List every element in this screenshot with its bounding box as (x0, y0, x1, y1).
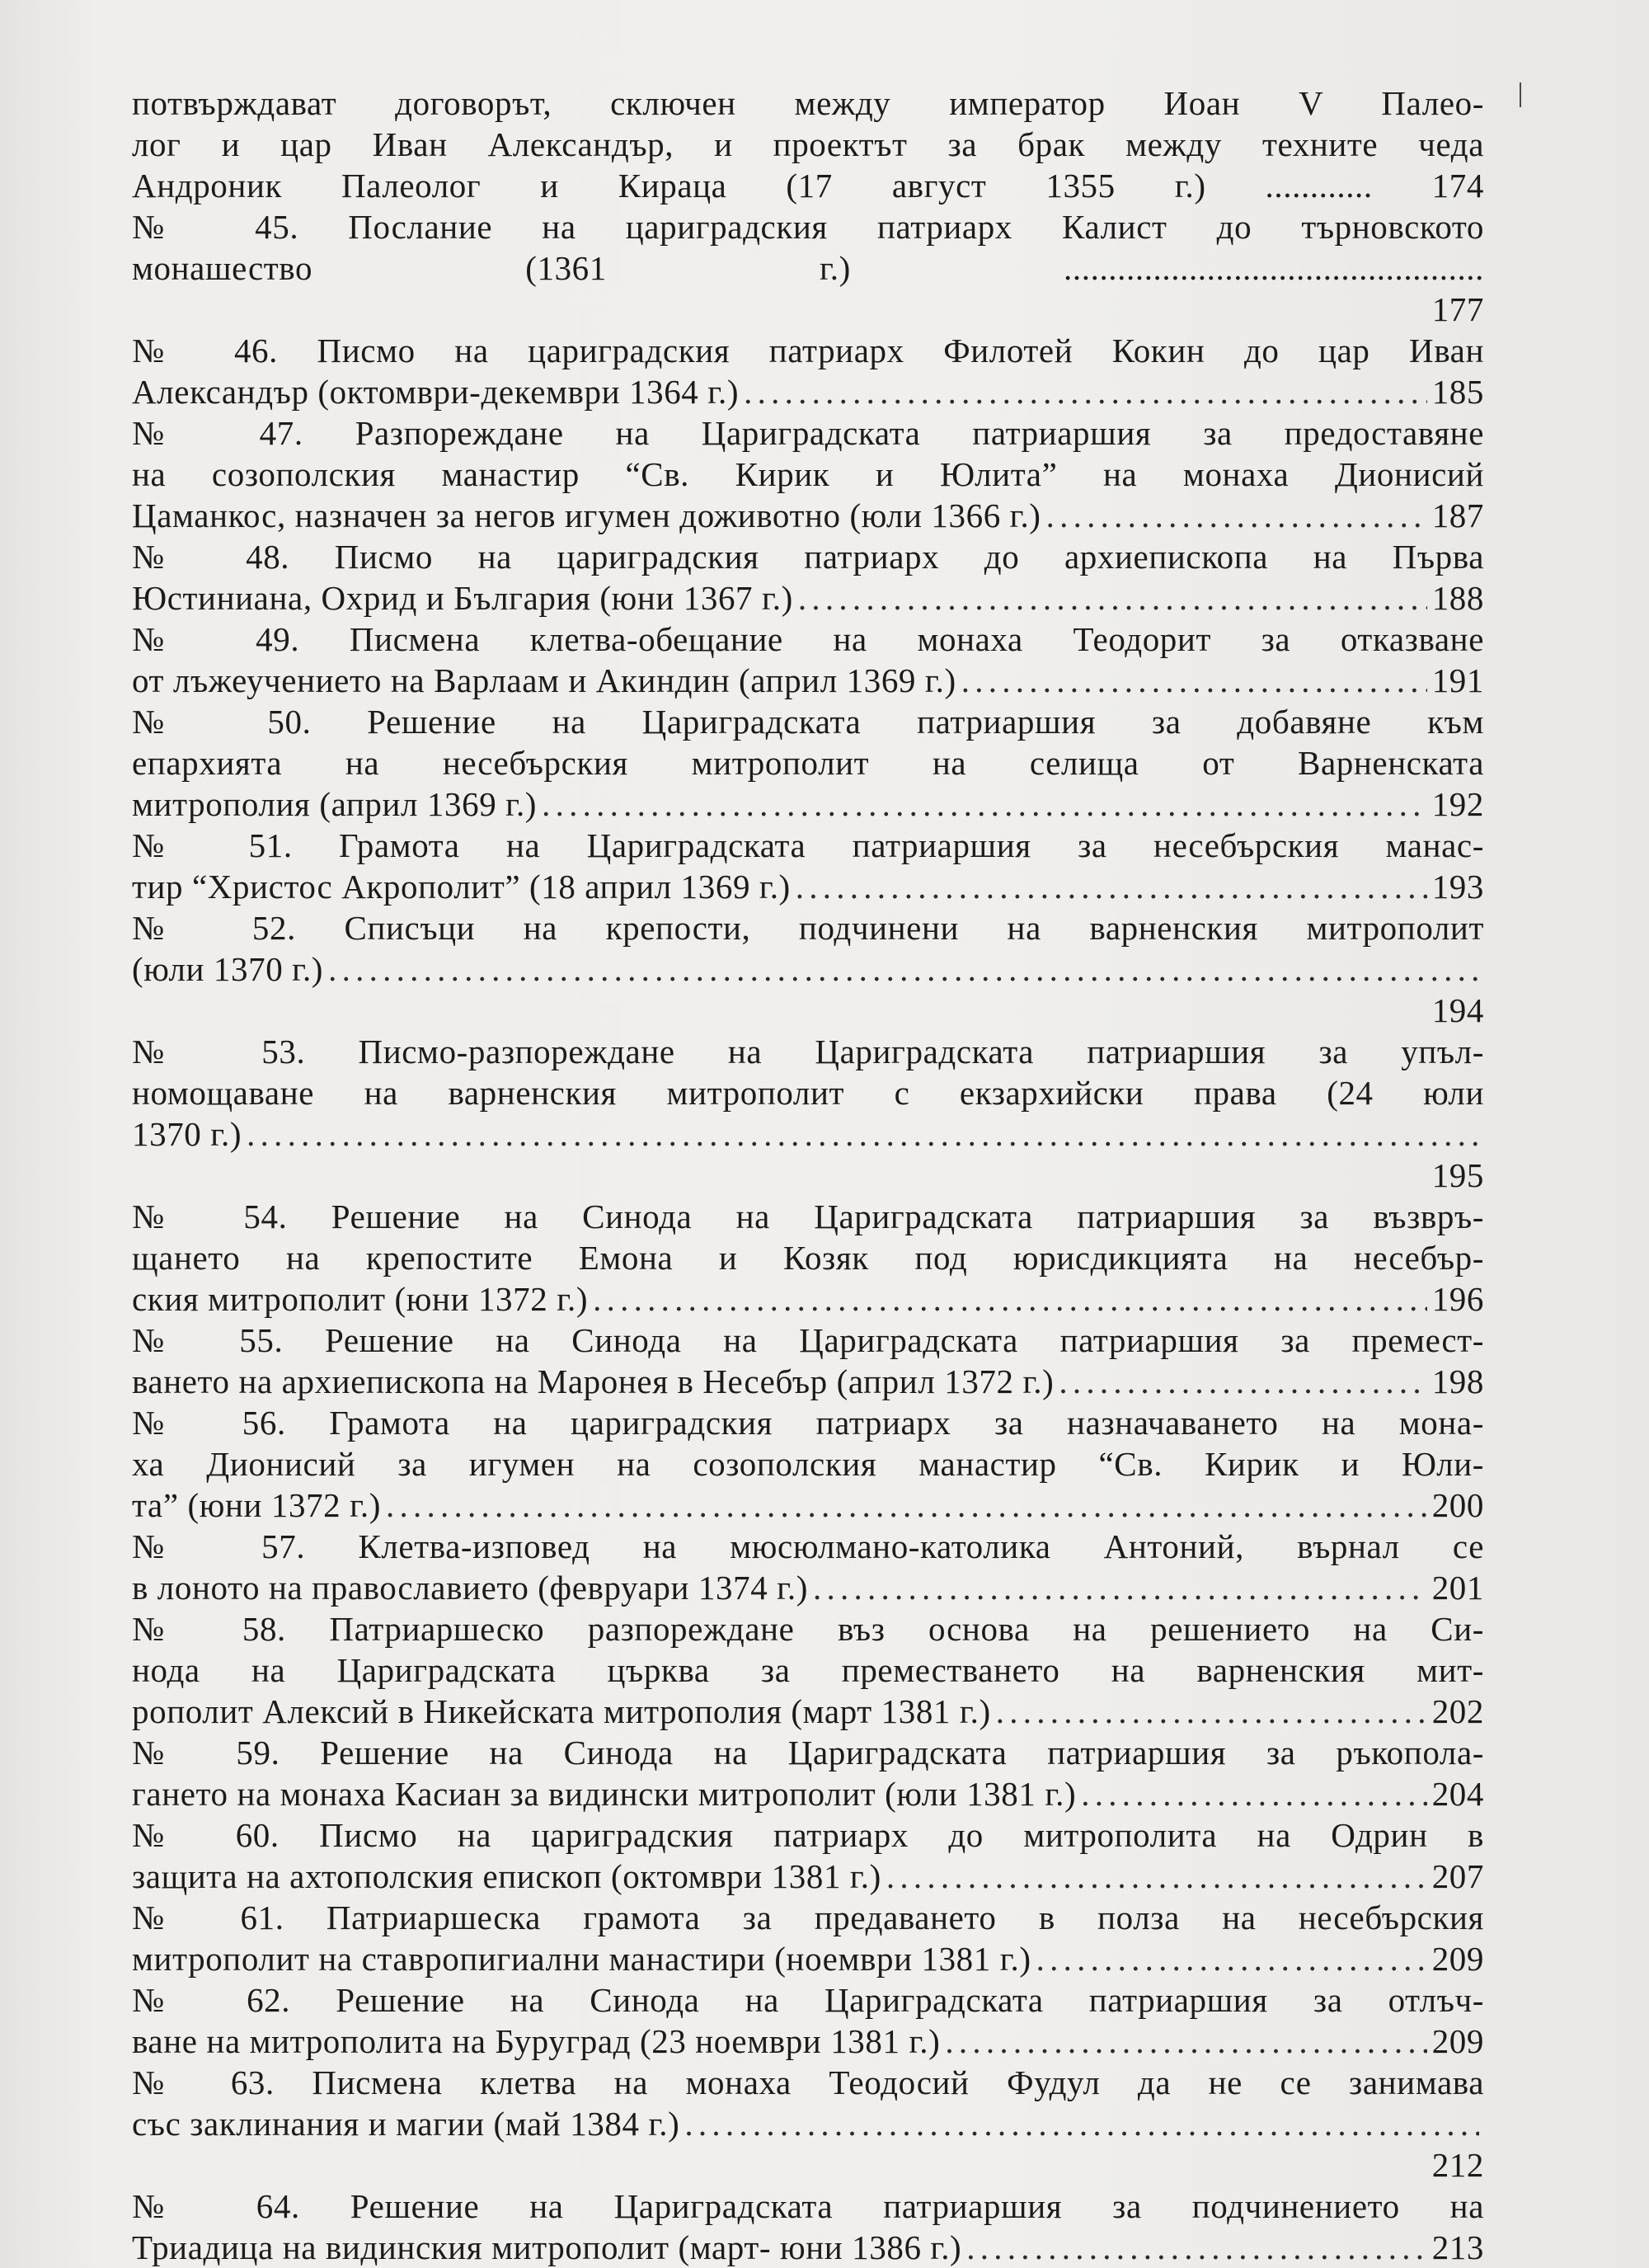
toc-line-text: № 49. Писмена клетва-обещание на монаха Теодорит за отказване (132, 620, 1484, 658)
toc-line-text: № 56. Грамота на цариградския патриарх за назначаването на мона- (132, 1404, 1484, 1442)
toc-line (132, 1320, 1484, 1361)
dot-leader (744, 371, 1427, 412)
dot-leader (996, 1691, 1427, 1732)
toc-line (132, 577, 1484, 619)
toc-line-text: гането на монаха Касиан за видински митрополит (юли 1381 г.) (132, 1775, 1077, 1813)
toc-line (132, 495, 1484, 536)
toc-line (132, 1237, 1484, 1278)
toc-line (132, 2021, 1484, 2062)
toc-line (132, 1691, 1484, 1732)
toc-line-text: № 46. Писмо на цариградския патриарх Филотей Кокин до цар Иван (132, 332, 1484, 369)
dot-leader (945, 2021, 1426, 2062)
toc-line (132, 1031, 1484, 1072)
toc-line-text: № 47. Разпореждане на Цариградската патриаршия за предоставяне (132, 414, 1484, 452)
toc-line-text: № 63. Писмена клетва на монаха Теодосий Фудул да не се занимава (132, 2063, 1484, 2101)
page-number: 213 (1431, 2228, 1484, 2266)
toc-line-text: от лъжеучението на Варлаам и Акиндин (април 1369 г.) (132, 661, 956, 699)
toc-line-text: № 55. Решение на Синода на Цариградската патриаршия за премест- (132, 1321, 1484, 1359)
toc-line (132, 454, 1484, 495)
page-number: 185 (1431, 373, 1484, 411)
toc-line-text: ха Дионисий за игумен на созополския манастир “Св. Кирик и Юли- (132, 1445, 1484, 1483)
dot-leader (1036, 1938, 1427, 1979)
toc-line (132, 1278, 1484, 1320)
toc-line-text: № 52. Списъци на крепости, подчинени на варненския митрополит (132, 909, 1484, 947)
dot-leader (886, 1856, 1427, 1897)
toc-line (132, 371, 1484, 412)
page-number: 192 (1431, 785, 1484, 823)
toc-line (132, 1649, 1484, 1691)
toc-line (132, 1443, 1484, 1485)
page-number: 195 (1431, 1156, 1484, 1194)
toc-line (132, 412, 1484, 454)
dot-leader (684, 2103, 1479, 2144)
toc-line-text: № 45. Послание на цариградския патриарх Калист до търновското (132, 208, 1484, 246)
toc-line-text: № 53. Писмо-разпореждане на Цариградската патриаршия за упъл- (132, 1033, 1484, 1070)
dot-leader (813, 1567, 1427, 1608)
page-number: 204 (1431, 1775, 1484, 1813)
page-number: 209 (1431, 1940, 1484, 1978)
toc-line (132, 82, 1484, 124)
toc-line (132, 289, 1484, 330)
toc-line (132, 247, 1484, 289)
toc-line (132, 1897, 1484, 1938)
dot-leader (1081, 1773, 1426, 1814)
toc-line-text: та” (юни 1372 г.) (132, 1486, 382, 1524)
dot-leader (542, 783, 1427, 825)
toc-line (132, 1113, 1484, 1155)
toc-line (132, 1361, 1484, 1402)
toc-line-text: тир “Христос Акрополит” (18 април 1369 г.) (132, 868, 791, 906)
toc-line-text: № 54. Решение на Синода на Цариградската патриаршия за възвръ- (132, 1198, 1484, 1235)
toc-line-text: ския митрополит (юни 1372 г.) (132, 1280, 589, 1318)
toc-line-text: № 57. Клетва-изповед на мюсюлмано-католика Антоний, върнал се (132, 1527, 1484, 1565)
page-number: 188 (1431, 579, 1484, 617)
toc-line-text: със заклинания и магии (май 1384 г.) (132, 2105, 680, 2143)
toc-line-text: Цаманкос, назначен за негов игумен доживотно (юли 1366 г.) (132, 496, 1041, 534)
dot-leader (247, 1113, 1479, 1155)
page-number: 191 (1431, 661, 1484, 699)
toc-line-text: потвърждават договорът, сключен между император Иоан V Палео- (132, 84, 1484, 122)
toc-line (132, 206, 1484, 247)
toc-line-text: № 60. Писмо на цариградския патриарх до митрополита на Одрин в (132, 1816, 1484, 1854)
toc-line (132, 1773, 1484, 1814)
toc-line (132, 990, 1484, 1031)
table-of-contents (132, 82, 1484, 2268)
toc-line (132, 783, 1484, 825)
dot-leader (1059, 1361, 1426, 1402)
toc-line (132, 1196, 1484, 1237)
page-number: 198 (1431, 1362, 1484, 1400)
toc-line (132, 1814, 1484, 1856)
toc-line-text: Юстиниана, Охрид и България (юни 1367 г.) (132, 579, 793, 617)
dot-leader (796, 866, 1427, 907)
dot-leader (961, 660, 1427, 701)
toc-line (132, 1938, 1484, 1979)
toc-line (132, 165, 1484, 206)
toc-line (132, 2144, 1484, 2186)
toc-line-text: 1370 г.) (132, 1115, 242, 1153)
toc-line-text: защита на ахтополския епископ (октомври 1381 г.) (132, 1857, 881, 1895)
toc-line (132, 1567, 1484, 1608)
toc-line-text: № 59. Решение на Синода на Цариградската патриаршия за ръкопола- (132, 1734, 1484, 1772)
page-number: 207 (1431, 1857, 1484, 1895)
toc-line (132, 1526, 1484, 1567)
toc-line (132, 124, 1484, 165)
toc-line (132, 948, 1484, 990)
toc-line-text: ването на архиепископа на Маронея в Несебър (април 1372 г.) (132, 1362, 1055, 1400)
toc-line (132, 2062, 1484, 2103)
toc-line-text: (юли 1370 г.) (132, 950, 324, 988)
toc-line-text: ване на митрополита на Буруград (23 ноември 1381 г.) (132, 2022, 941, 2060)
page-number: 200 (1431, 1486, 1484, 1524)
page-number: 187 (1431, 496, 1484, 534)
dot-leader (328, 948, 1479, 990)
toc-line-text: № 48. Писмо на цариградския патриарх до архиепископа на Първа (132, 538, 1484, 576)
toc-line-text: № 58. Патриаршеско разпореждане въз основа на решението на Си- (132, 1610, 1484, 1648)
toc-line-text: Андроник Палеолог и Кираца (17 август 1355 г.) ............ 174 (132, 167, 1484, 205)
margin-mark (1520, 82, 1521, 107)
page-number: 212 (1431, 2146, 1484, 2184)
toc-line-text: митрополия (април 1369 г.) (132, 785, 538, 823)
toc-line-text: митрополит на ставропигиални манастири (ноември 1381 г.) (132, 1940, 1031, 1978)
toc-line-text: на созополския манастир “Св. Кирик и Юлита” на монаха Дионисий (132, 455, 1484, 493)
toc-line-text: лог и цар Иван Александър, и проектът за брак между техните чеда (132, 125, 1484, 163)
toc-line (132, 701, 1484, 742)
toc-line (132, 330, 1484, 371)
page-number: 202 (1431, 1692, 1484, 1730)
toc-line (132, 907, 1484, 948)
toc-line-text: монашество (1361 г.) ............................................... (132, 249, 1484, 287)
toc-line-text: № 61. Патриаршеска грамота за предаването в полза на несебърския (132, 1899, 1484, 1936)
page-number: 201 (1431, 1569, 1484, 1607)
toc-line-text: № 50. Решение на Цариградската патриаршия за добавяне към (132, 703, 1484, 741)
toc-line-text: нода на Цариградската църква за преместването на варненския мит- (132, 1651, 1484, 1689)
toc-line (132, 1732, 1484, 1773)
toc-line (132, 2103, 1484, 2144)
page-number: 177 (1431, 290, 1484, 328)
toc-line-text: епархията на несебърския митрополит на селища от Варненската (132, 744, 1484, 782)
toc-line (132, 742, 1484, 783)
toc-line (132, 536, 1484, 577)
toc-line-text: в лоното на православието (февруари 1374 г.) (132, 1569, 809, 1607)
toc-line (132, 660, 1484, 701)
toc-line-text: № 62. Решение на Синода на Цариградската патриаршия за отлъч- (132, 1981, 1484, 2019)
toc-line (132, 2186, 1484, 2227)
toc-line (132, 1402, 1484, 1443)
toc-line (132, 1072, 1484, 1113)
toc-line-text: № 51. Грамота на Цариградската патриаршия за несебърския манас- (132, 826, 1484, 864)
dot-leader (966, 2227, 1426, 2268)
toc-line (132, 1608, 1484, 1649)
toc-line (132, 866, 1484, 907)
dot-leader (798, 577, 1427, 619)
toc-line-text: щането на крепостите Емона и Козяк под юрисдикцията на несебър- (132, 1239, 1484, 1277)
toc-line (132, 1485, 1484, 1526)
dot-leader (1046, 495, 1427, 536)
page-number: 196 (1431, 1280, 1484, 1318)
page-number: 209 (1431, 2022, 1484, 2060)
dot-leader (593, 1278, 1427, 1320)
page-number: 194 (1431, 991, 1484, 1029)
toc-line-text: рополит Алексий в Никейската митрополия (март 1381 г.) (132, 1692, 991, 1730)
toc-line-text: Александър (октомври-декември 1364 г.) (132, 373, 740, 411)
toc-line-text: номощаване на варненския митрополит с екзархийски права (24 юли (132, 1074, 1484, 1112)
toc-line (132, 1979, 1484, 2021)
toc-line (132, 1155, 1484, 1196)
toc-line (132, 1856, 1484, 1897)
toc-line (132, 2227, 1484, 2268)
page-number: 193 (1431, 868, 1484, 906)
toc-line (132, 619, 1484, 660)
toc-line (132, 825, 1484, 866)
toc-line-text: Триадица на видинския митрополит (март- юни 1386 г.) (132, 2228, 962, 2266)
toc-line-text: № 64. Решение на Цариградската патриаршия за подчинението на (132, 2187, 1484, 2225)
dot-leader (386, 1485, 1427, 1526)
